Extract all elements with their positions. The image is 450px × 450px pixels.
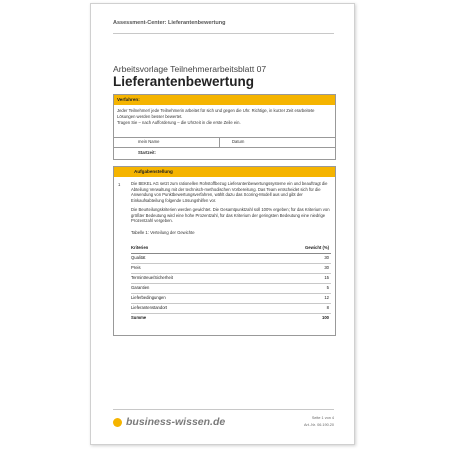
task-paragraph-1: Die BEKEL AG setzt zum rationellen Rohstoffbezug Lieferantenbewertungssysteme ein und beauftragt die Abteilung Verwaltung mit der technisch-methodischen Vorbereitung. Das Team entscheidet sich für die Anwendung von Punktbewertungsverfahren, wählt dazu das Scoring-Modell aus und gibt der Einkaufsabteilung folgende Lösungshilfen vor. [131, 181, 328, 203]
procedure-text-2: Tragen Sie – nach Aufforderung – die Uhrzeit in die erste Zeile ein. [117, 120, 241, 126]
procedure-text-1: Jeder Teilnehmer/ jede Teilnehmerin arbeitet für sich und gegen die Uhr. Richtige, in kurzer Zeit erarbeitete Lösungen werden besser bewertet. [117, 108, 315, 119]
weight-cell: 8 [326, 305, 329, 310]
name-row-divider [114, 137, 335, 138]
weight-cell: 15 [324, 275, 329, 280]
criterion-cell: Garantien [131, 285, 150, 290]
procedure-heading: Verfahren: [114, 95, 335, 105]
page-number: Seite 1 von 4 [311, 416, 334, 420]
document-page [90, 3, 355, 445]
document-subtitle: Arbeitsvorlage Teilnehmerarbeitsblatt 07 [113, 64, 267, 74]
weight-cell: 30 [324, 265, 329, 270]
task-number: 1 [118, 182, 121, 187]
weight-cell: 30 [324, 255, 329, 260]
start-row-divider [114, 147, 335, 148]
task-heading: Aufgabenstellung [114, 167, 335, 177]
start-time-label: Startzeit: [138, 150, 156, 155]
criterion-cell: Preis [131, 265, 141, 270]
header-label: Assessment-Center: Lieferantenbewertung [113, 20, 226, 26]
criterion-cell: Qualität [131, 255, 146, 260]
total-label: Summe [131, 315, 147, 320]
date-label: Datum [232, 139, 245, 144]
article-number: Art.-Nr. 06.190.20 [304, 423, 334, 427]
weight-cell: 12 [324, 295, 329, 300]
criterion-cell: Lieferbedingungen [131, 295, 166, 300]
footer-divider [113, 409, 334, 410]
criterion-column-header: Kriterien [131, 245, 149, 250]
total-row [131, 313, 331, 323]
table-caption: Tabelle 1: Verteilung der Gewichte [131, 230, 195, 235]
logo: business-wissen.de [126, 416, 226, 428]
criterion-cell: Lieferantenstandort [131, 305, 168, 310]
task-box [113, 166, 336, 336]
total-value: 100 [322, 315, 329, 320]
logo-dot-icon [113, 418, 122, 427]
procedure-box [113, 94, 336, 160]
name-date-divider [219, 137, 220, 147]
document-title: Lieferantenbewertung [113, 74, 255, 89]
task-paragraph-2: Die Beurteilungskriterien werden gewichtet. Die Gesamtpunktzahl soll 100% ergeben; für das Kriterium von größter Bedeutung wird eine hohe Prozentzahl, für das Kriterium der geringsten Bedeutung eine niedrige Prozentzahl vergeben. [131, 207, 330, 224]
criterion-cell: Termintreue/Sicherheit [131, 275, 173, 280]
weight-column-header: Gewicht (%) [305, 245, 329, 250]
weight-cell: 5 [326, 285, 329, 290]
header-divider [113, 33, 334, 34]
name-label: mein Name [138, 139, 160, 144]
